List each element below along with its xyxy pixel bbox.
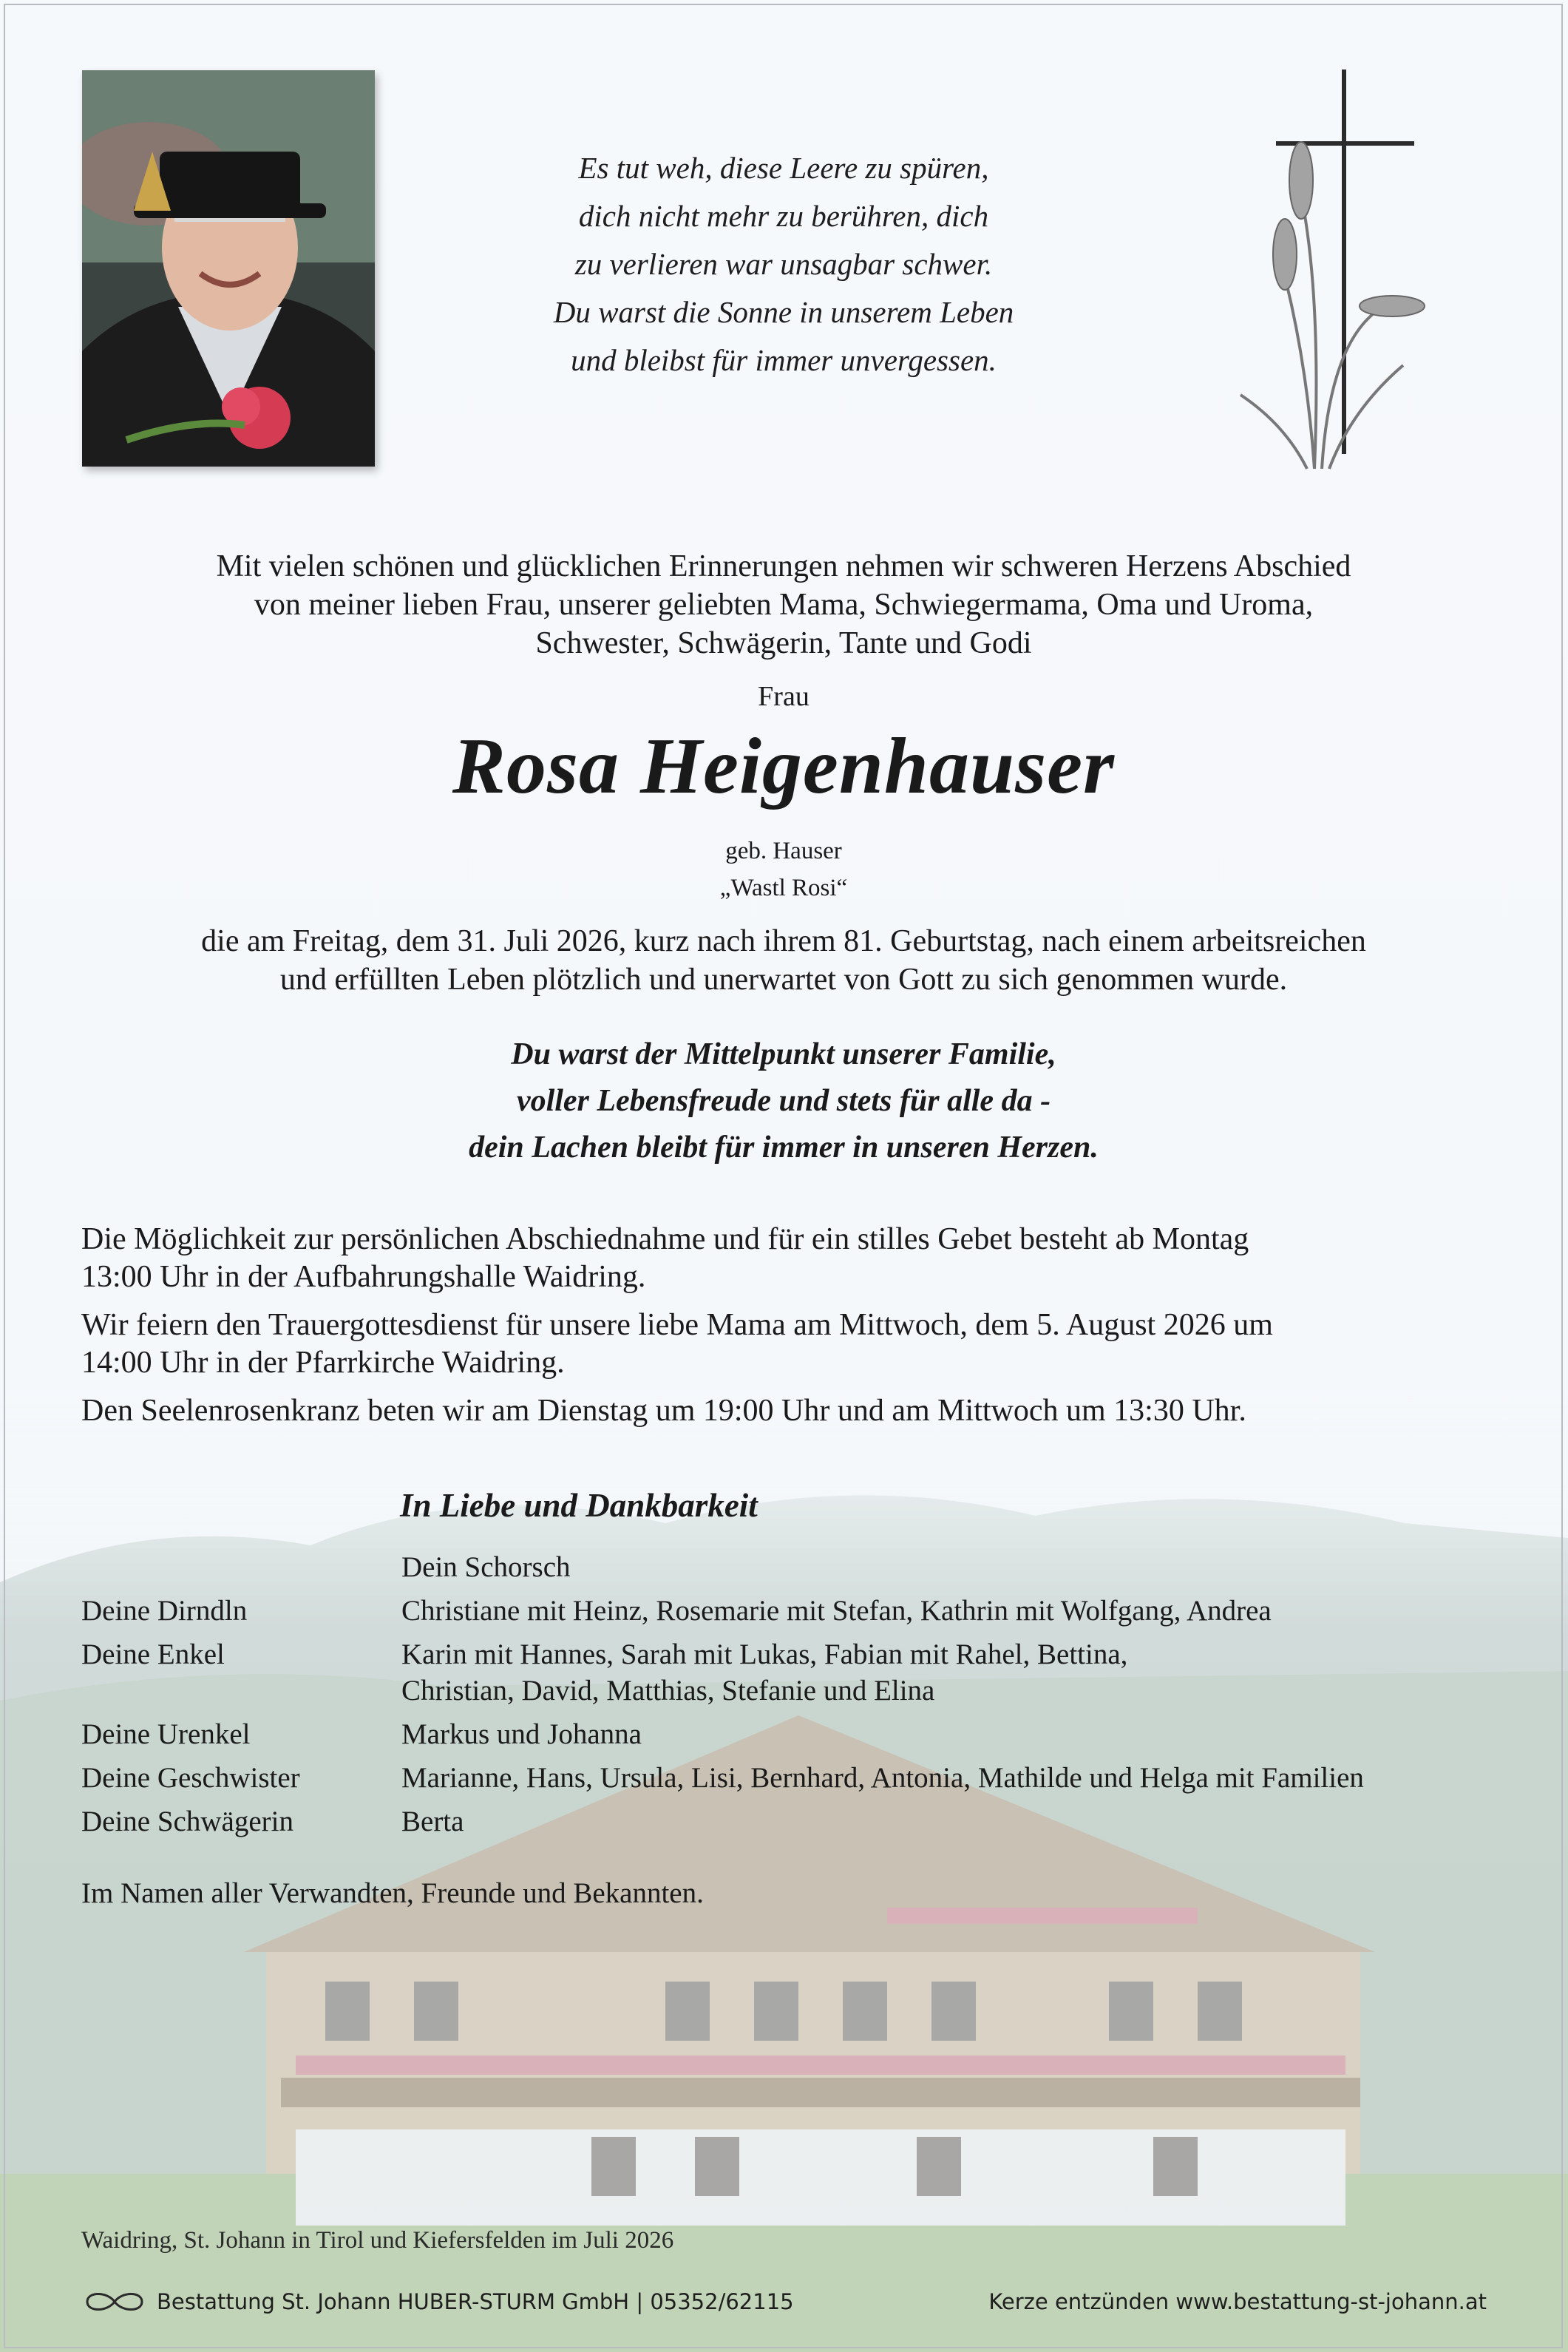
- memorial-poem: [444, 144, 1124, 384]
- birth-name: geb. Hauser: [725, 838, 842, 864]
- rosary-line: Den Seelenrosenkranz beten wir am Dienstag um 19:00 Uhr und am Mittwoch um 13:30 Uhr.: [81, 1394, 1246, 1428]
- poem-line: und bleibst für immer unvergessen.: [571, 343, 997, 377]
- deceased-name: Rosa Heigenhauser: [452, 722, 1116, 810]
- family-row: [81, 1760, 1486, 1796]
- intro-line: Mit vielen schönen und glücklichen Erinnerungen nehmen wir schweren Herzens Abschied: [216, 549, 1351, 583]
- place-date: Waidring, St. Johann in Tirol und Kiefersfelden im Juli 2026: [81, 2227, 674, 2254]
- intro-text: [81, 547, 1486, 662]
- salutation: Frau: [758, 681, 810, 712]
- family-list: [81, 1549, 1486, 1840]
- family-names-line: Marianne, Hans, Ursula, Lisi, Bernhard, Antonia, Mathilde und Helga mit Familien: [401, 1762, 1364, 1794]
- family-label: Deine Enkel: [81, 1638, 225, 1670]
- family-names: [401, 1549, 1486, 1585]
- family-label: Deine Urenkel: [81, 1718, 251, 1750]
- viewing-line: Die Möglichkeit zur persönlichen Abschiednahme und für ein stilles Gebet besteht ab Montag: [81, 1222, 1249, 1256]
- family-names-line: Karin mit Hannes, Sarah mit Lukas, Fabian mit Rahel, Bettina,: [401, 1638, 1128, 1670]
- birth-name-block: [81, 833, 1486, 906]
- thanks-heading: In Liebe und Dankbarkeit: [400, 1487, 758, 1524]
- nickname: „Wastl Rosi“: [719, 875, 848, 901]
- family-label: [81, 1549, 401, 1585]
- intro-line: von meiner lieben Frau, unserer geliebten Mama, Schwiegermama, Oma und Uroma,: [254, 588, 1314, 622]
- family-label: Deine Schwägerin: [81, 1806, 293, 1837]
- family-names-line: Berta: [401, 1806, 464, 1837]
- death-notice-line: und erfüllten Leben plötzlich und unerwartet von Gott zu sich genommen wurde.: [279, 963, 1288, 997]
- service-line: 14:00 Uhr in der Pfarrkirche Waidring.: [81, 1346, 565, 1380]
- family-names: [401, 1760, 1486, 1796]
- service-line: Wir feiern den Trauergottesdienst für unsere liebe Mama am Mittwoch, dem 5. August 2026 um: [81, 1308, 1273, 1342]
- infinity-logo-icon: [81, 2289, 148, 2314]
- family-row: [81, 1803, 1486, 1840]
- motto-line: Du warst der Mittelpunkt unserer Familie,: [511, 1037, 1056, 1071]
- family-names-line: Christian, David, Matthias, Stefanie und Elina: [401, 1675, 935, 1707]
- viewing-info: [81, 1221, 1486, 1296]
- rosary-info: [81, 1392, 1486, 1430]
- family-label: Deine Dirndln: [81, 1595, 248, 1627]
- family-names: [401, 1803, 1486, 1840]
- family-names-line: Markus und Johanna: [401, 1718, 642, 1750]
- family-row: [81, 1549, 1486, 1585]
- house-background-image: [0, 1390, 1568, 2352]
- family-row: [81, 1593, 1486, 1629]
- footer: [81, 2283, 1487, 2320]
- family-names: [401, 1716, 1486, 1752]
- family-label: Deine Geschwister: [81, 1762, 300, 1794]
- poem-line: zu verlieren war unsagbar schwer.: [574, 247, 993, 281]
- viewing-line: 13:00 Uhr in der Aufbahrungshalle Waidring.: [81, 1260, 646, 1294]
- cross-wheat-icon: [1233, 70, 1440, 485]
- family-names: [401, 1593, 1486, 1629]
- death-notice-line: die am Freitag, dem 31. Juli 2026, kurz nach ihrem 81. Geburtstag, nach einem arbeitsreichen: [201, 924, 1366, 958]
- funeral-home-info: Bestattung St. Johann HUBER-STURM GmbH | 05352/62115: [157, 2289, 794, 2314]
- portrait-photo: [82, 70, 375, 467]
- family-row: [81, 1636, 1486, 1709]
- poem-line: dich nicht mehr zu berühren, dich: [578, 199, 989, 233]
- death-notice: [81, 922, 1486, 999]
- family-row: [81, 1716, 1486, 1752]
- candle-link[interactable]: Kerze entzünden www.bestattung-st-johann.at: [988, 2289, 1487, 2314]
- service-info: [81, 1307, 1486, 1382]
- intro-line: Schwester, Schwägerin, Tante und Godi: [535, 626, 1032, 660]
- family-names-line: Dein Schorsch: [401, 1551, 571, 1583]
- family-names-line: Christiane mit Heinz, Rosemarie mit Stefan, Kathrin mit Wolfgang, Andrea: [401, 1595, 1272, 1627]
- closing-line: Im Namen aller Verwandten, Freunde und Bekannten.: [81, 1877, 704, 1909]
- family-names: [401, 1636, 1486, 1709]
- motto: [81, 1031, 1486, 1171]
- motto-line: voller Lebensfreude und stets für alle da -: [516, 1084, 1051, 1118]
- poem-line: Du warst die Sonne in unserem Leben: [553, 295, 1014, 329]
- motto-line: dein Lachen bleibt für immer in unseren Herzen.: [469, 1131, 1099, 1165]
- poem-line: Es tut weh, diese Leere zu spüren,: [578, 151, 989, 185]
